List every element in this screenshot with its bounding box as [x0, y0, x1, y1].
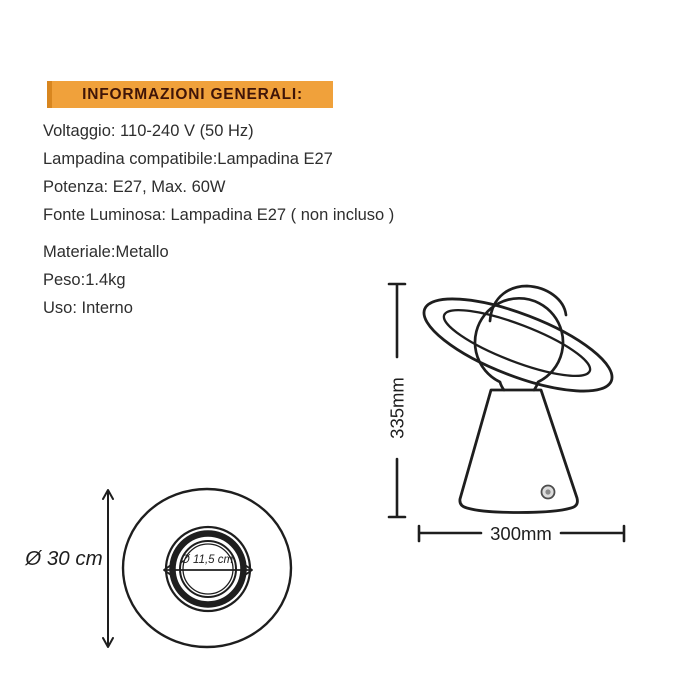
top-view-socket-ring: [166, 527, 250, 611]
info-banner-title: INFORMAZIONI GENERALI:: [82, 85, 303, 103]
spec-line-material: Materiale:Metallo: [43, 243, 169, 261]
socket-ring-innermost-line: [183, 544, 233, 594]
power-button-core: [545, 489, 550, 494]
width-dimension: [419, 523, 624, 544]
outer-diameter-arrow: [103, 490, 113, 647]
socket-ring-inner-line: [180, 541, 236, 597]
spec-line-power: Potenza: E27, Max. 60W: [43, 178, 226, 196]
socket-ring-outer-line: [166, 527, 250, 611]
lamp-base-cone: [460, 390, 578, 513]
spec-line-voltage: Voltaggio: 110-240 V (50 Hz): [43, 122, 254, 140]
inner-diameter-arrow: [164, 565, 252, 575]
outer-diameter-label: Ø 30 cm: [25, 547, 103, 570]
top-view-drawing: [24, 489, 291, 647]
spec-line-bulb: Lampadina compatibile:Lampadina E27: [43, 150, 333, 168]
inner-diameter-label: Ø 11,5 cm: [180, 554, 234, 566]
spec-line-weight: Peso:1.4kg: [43, 271, 126, 289]
spec-line-light-source: Fonte Luminosa: Lampadina E27 ( non incluso ): [43, 206, 395, 224]
power-button: [542, 486, 555, 499]
spec-line-usage: Uso: Interno: [43, 299, 133, 317]
height-dimension-label: 335mm: [386, 377, 408, 439]
lamp-line-drawing: [414, 280, 623, 512]
height-dimension: [387, 284, 408, 517]
width-dimension-label: 300mm: [490, 523, 552, 544]
top-view-outer-circle: [123, 489, 291, 647]
